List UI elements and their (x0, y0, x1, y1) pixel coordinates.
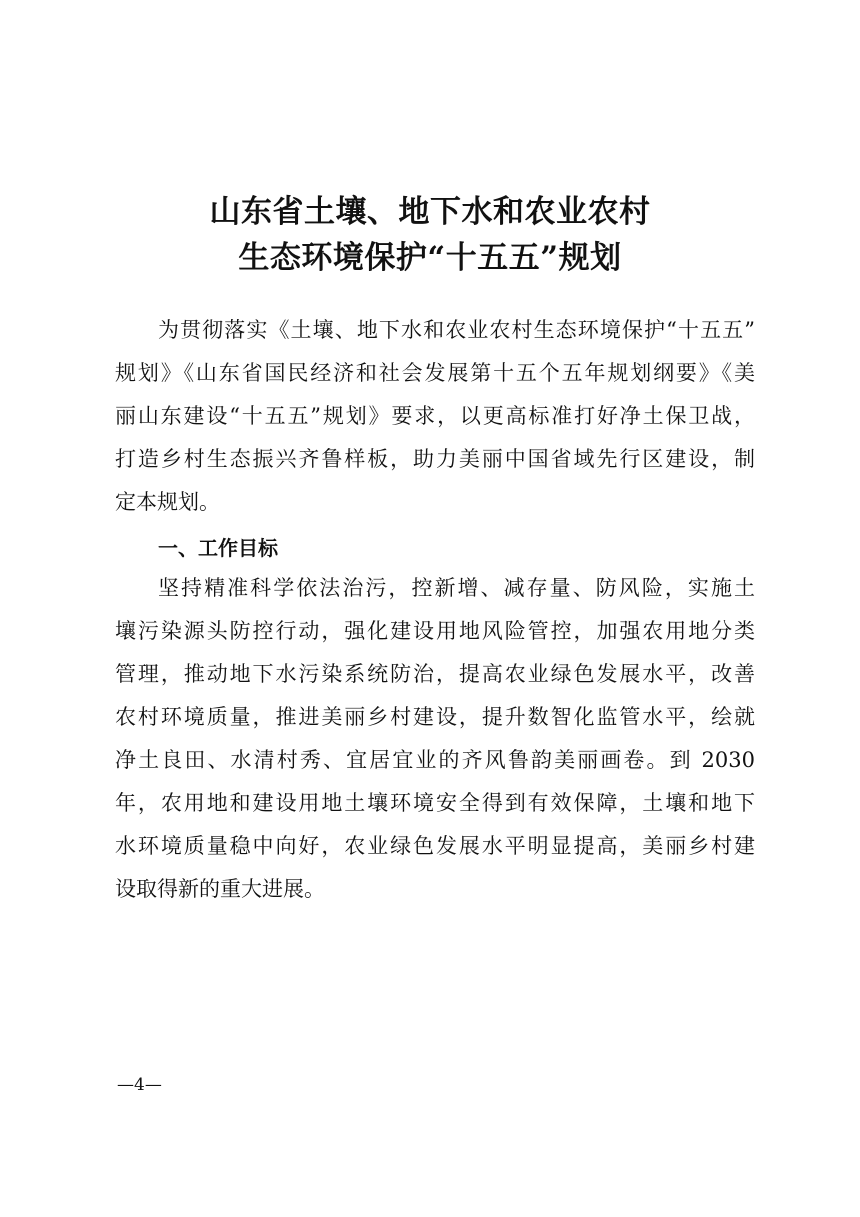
intro-line: 打造乡村生态振兴齐鲁样板，助力美丽中国省域先行区建设，制 (115, 447, 755, 471)
page-number: —4— (117, 1075, 162, 1095)
section-line: 净土良田、水清村秀、宜居宜业的齐风鲁韵美丽画卷。到 2030 (115, 748, 755, 772)
section-line: 农村环境质量，推进美丽乡村建设，提升数智化监管水平，绘就 (115, 705, 755, 729)
intro-line: 丽山东建设“十五五”规划》要求，以更高标准打好净土保卫战， (115, 404, 755, 428)
section-line: 壤污染源头防控行动，强化建设用地风险管控，加强农用地分类 (115, 619, 755, 643)
section-heading: 一、工作目标 (158, 536, 278, 560)
intro-line: 规划》《山东省国民经济和社会发展第十五个五年规划纲要》《美 (115, 361, 755, 385)
section-line: 水环境质量稳中向好，农业绿色发展水平明显提高，美丽乡村建 (115, 834, 755, 858)
intro-line: 定本规划。 (115, 490, 220, 514)
section-line: 坚持精准科学依法治污，控新增、减存量、防风险，实施土 (158, 576, 755, 600)
section-line: 设取得新的重大进展。 (115, 877, 325, 901)
document-title-line-1: 山东省土壤、地下水和农业农村 (209, 194, 651, 230)
intro-line: 为贯彻落实《土壤、地下水和农业农村生态环境保护“十五五” (158, 318, 755, 342)
section-line: 管理，推动地下水污染系统防治，提高农业绿色发展水平，改善 (115, 662, 755, 686)
document-title-line-2: 生态环境保护“十五五”规划 (238, 240, 622, 276)
section-line: 年，农用地和建设用地土壤环境安全得到有效保障，土壤和地下 (115, 791, 755, 815)
